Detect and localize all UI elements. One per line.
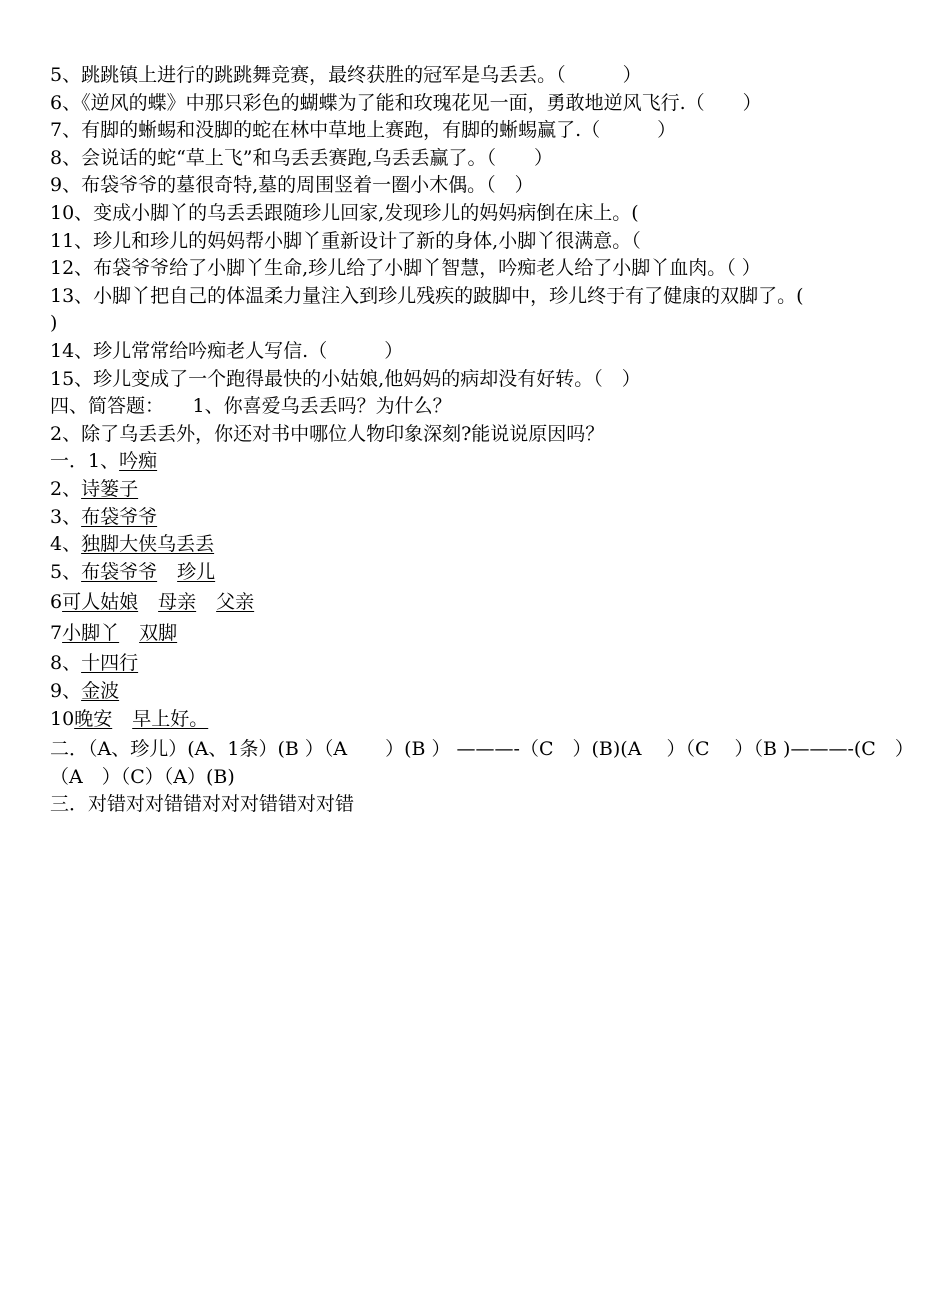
- underlined-answer: 早上好。: [132, 707, 209, 730]
- underlined-answer: 独脚大侠乌丢丢: [81, 533, 215, 556]
- document-page: [50, 62, 910, 819]
- answer-gap: [129, 631, 139, 642]
- underlined-answer: 珍儿: [177, 560, 216, 583]
- answer-line: [50, 504, 910, 532]
- answer-line: [50, 531, 910, 559]
- answer-gap: [206, 600, 216, 611]
- answer-line: [50, 448, 910, 476]
- answer-line: [50, 589, 910, 620]
- answer-key-multiple-choice: 二．（A、珍儿）(A、1条）(B ）（A ）(B ） ———-（C ）(B)(A ）（C ）（B )———-(C ）（A ）（C）（A）(B): [50, 738, 905, 788]
- judgement-question-9: 9、布袋爷爷的墓很奇特,墓的周围竖着一圈小木偶。（ ）: [50, 174, 534, 197]
- answer-number: 5、: [50, 560, 82, 583]
- underlined-answer: 可人姑娘: [62, 591, 139, 614]
- judgement-question-13: 13、小脚丫把自己的体温柔力量注入到珍儿残疾的跛脚中，珍儿终于有了健康的双脚了。( ): [50, 284, 804, 335]
- answer-gap: [112, 717, 122, 728]
- judgement-question-14: 14、珍儿常常给吟痴老人写信.（ ）: [50, 339, 404, 362]
- answer-gap: [167, 570, 177, 581]
- answer-gap: [138, 600, 148, 611]
- underlined-answer: 双脚: [139, 621, 178, 644]
- answer-gap: [122, 717, 132, 728]
- answer-key-true-false: 三．对错对对错错对对对错错对对错: [50, 793, 355, 816]
- short-answer-section: [50, 393, 910, 448]
- answer-gap: [157, 570, 167, 581]
- underlined-answer: 小脚丫: [62, 621, 120, 644]
- judgement-question-list: [50, 62, 910, 393]
- underlined-answer: 父亲: [216, 591, 255, 614]
- judgement-question-10: 10、变成小脚丫的乌丢丢跟随珍儿回家,发现珍儿的妈妈病倒在床上。(: [50, 201, 639, 224]
- underlined-answer: 诗篓子: [81, 477, 139, 500]
- underlined-answer: 母亲: [158, 591, 197, 614]
- underlined-answer: 金波: [81, 680, 120, 703]
- answer-number: 9、: [50, 680, 82, 703]
- answer-line: [50, 559, 910, 590]
- underlined-answer: 晚安: [74, 707, 113, 730]
- answer-number: 4、: [50, 533, 82, 556]
- answer-line: [50, 650, 910, 678]
- underlined-answer: 布袋爷爷: [81, 505, 158, 528]
- judgement-question-5: 5、跳跳镇上进行的跳跳舞竞赛，最终获胜的冠军是乌丢丢。（ ）: [50, 64, 642, 86]
- answer-gap: [119, 631, 129, 642]
- answer-number: 8、: [50, 652, 82, 675]
- underlined-answer: 十四行: [81, 652, 139, 675]
- answer-line: [50, 706, 910, 737]
- short-answer-question-2: 2、除了乌丢丢外，你还对书中哪位人物印象深刻?能说说原因吗？: [50, 422, 605, 445]
- judgement-question-8: 8、会说话的蛇“草上飞”和乌丢丢赛跑,乌丢丢赢了。（ ）: [50, 146, 554, 169]
- answer-number: 10: [50, 707, 75, 730]
- answer-gap: [196, 600, 206, 611]
- judgement-question-6: 6、《逆风的蝶》中那只彩色的蝴蝶为了能和玫瑰花见一面，勇敢地逆风飞行.（ ）: [50, 91, 762, 114]
- underlined-answer: 吟痴: [119, 450, 158, 473]
- answer-line: [50, 476, 910, 504]
- answer-line: [50, 678, 910, 706]
- answer-number: 7: [50, 621, 63, 644]
- answer-key-fill-in: [50, 448, 910, 736]
- answer-number: 3、: [50, 505, 82, 528]
- underlined-answer: 布袋爷爷: [81, 560, 158, 583]
- answer-number: 6: [50, 591, 63, 614]
- answer-number: 2、: [50, 477, 82, 500]
- answer-line: [50, 620, 910, 651]
- judgement-question-11: 11、珍儿和珍儿的妈妈帮小脚丫重新设计了新的身体,小脚丫很满意。（: [50, 229, 641, 252]
- answer-number: 一．1、: [50, 450, 120, 473]
- answer-gap: [148, 600, 158, 611]
- judgement-question-12: 12、布袋爷爷给了小脚丫生命,珍儿给了小脚丫智慧，吟痴老人给了小脚丫血肉。（ ）: [50, 257, 761, 280]
- judgement-question-7: 7、有脚的蜥蜴和没脚的蛇在林中草地上赛跑，有脚的蜥蜴赢了.（ ）: [50, 119, 677, 142]
- short-answer-heading: 四、简答题： 1、你喜爱乌丢丢吗？为什么？: [50, 395, 452, 418]
- judgement-question-15: 15、珍儿变成了一个跑得最快的小姑娘,他妈妈的病却没有好转。（ ）: [50, 367, 641, 390]
